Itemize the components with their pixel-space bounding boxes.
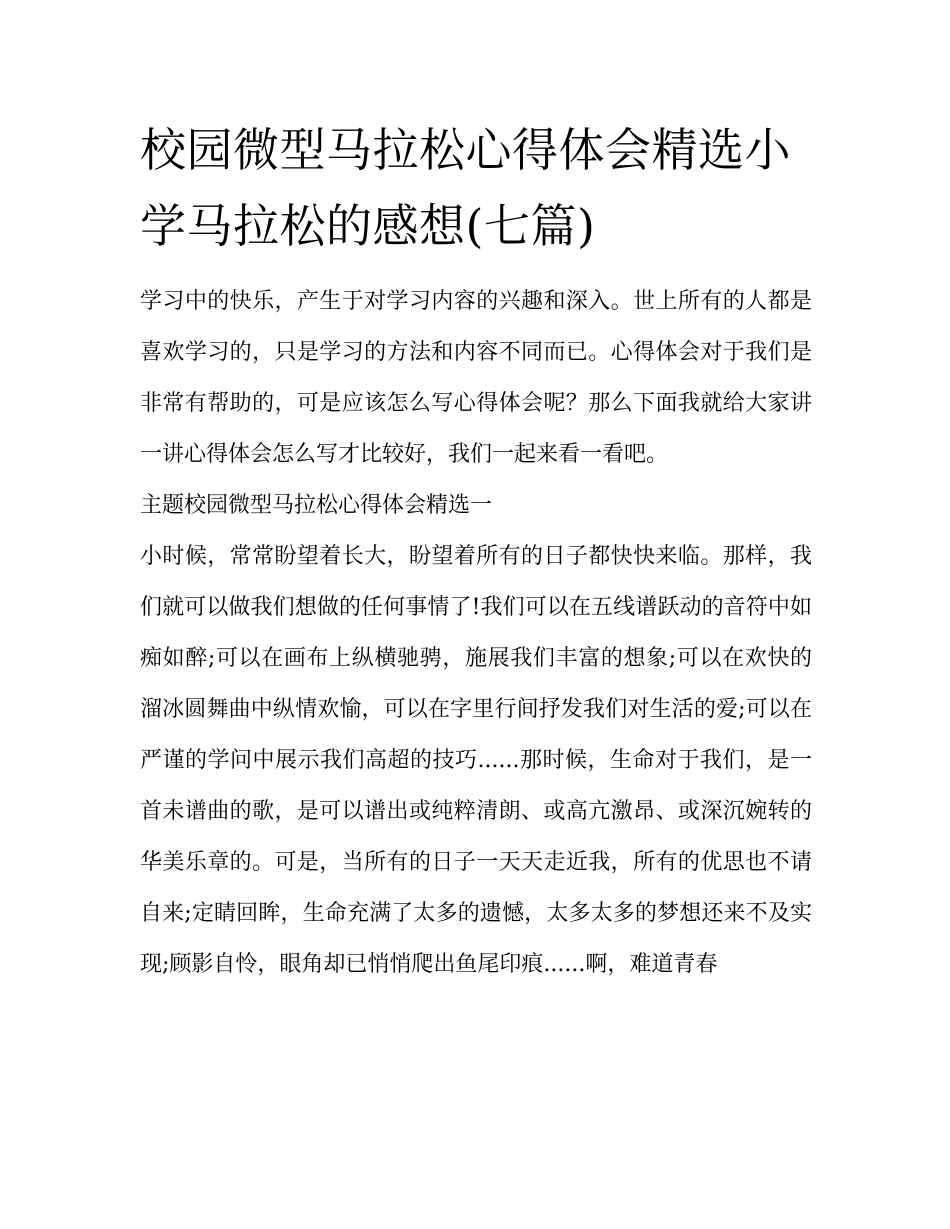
document-title: 校园微型马拉松心得体会精选小学马拉松的感想(七篇): [140, 123, 791, 253]
section-heading: 主题校园微型马拉松心得体会精选一: [140, 493, 493, 518]
intro-paragraph: 学习中的快乐，产生于对学习内容的兴趣和深入。世上所有的人都是喜欢学习的，只是学习的方法和内容不同而已。心得体会对于我们是非常有帮助的，可是应该怎么写心得体会呢？那么下面我就给大家讲一讲心得体会怎么写才比较好，我们一起来看一看吧。: [140, 289, 812, 467]
document-page: [140, 112, 812, 990]
body-paragraph: 小时候，常常盼望着长大，盼望着所有的日子都快快来临。那样，我们就可以做我们想做的任何事情了!我们可以在五线谱跃动的音符中如痴如醉;可以在画布上纵横驰骋，施展我们丰富的想象;可以在欢快的溜冰圆舞曲中纵情欢愉，可以在字里行间抒发我们对生活的爱;可以在严谨的学问中展示我们高超的技巧......那时候，生命对于我们，是一首未谱曲的歌，是可以谱出或纯粹清朗、或高亢激昂、或深沉婉转的华美乐章的。可是，当所有的日子一天天走近我，所有的优思也不请自来;定睛回眸，生命充满了太多的遗憾，太多太多的梦想还来不及实现;顾影自怜，眼角却已悄悄爬出鱼尾印痕......啊，难道青春: [140, 544, 812, 977]
